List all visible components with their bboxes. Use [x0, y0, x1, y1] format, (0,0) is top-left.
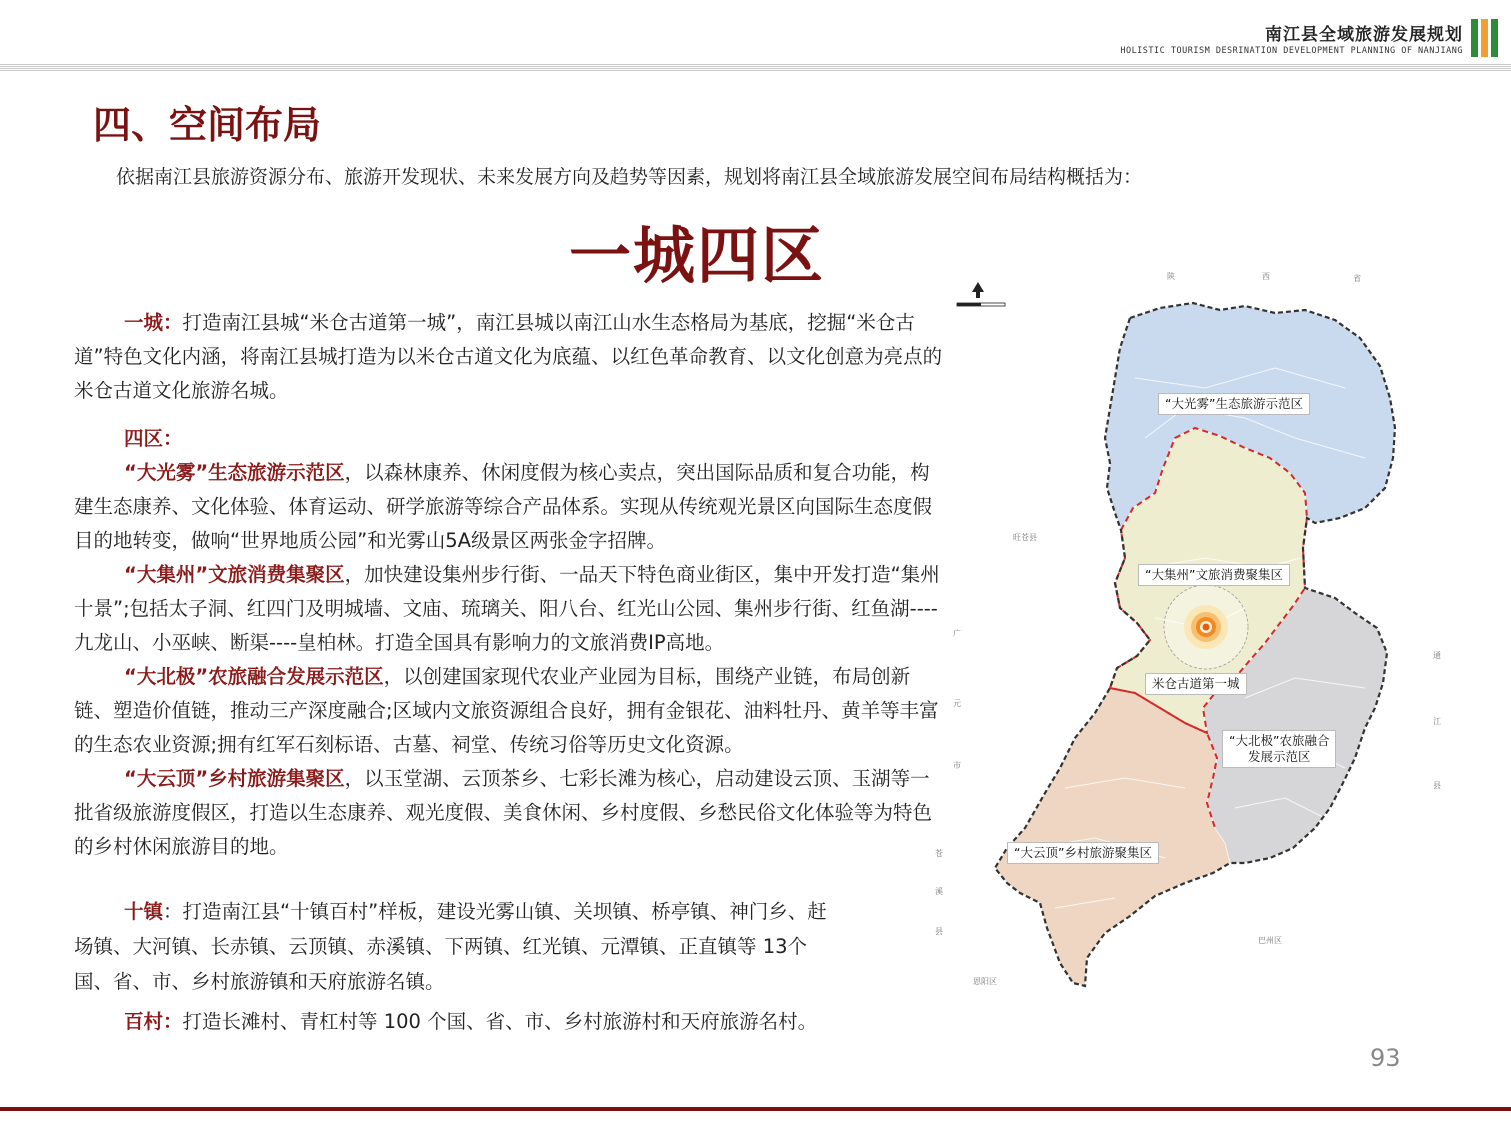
zone-name-yunding: “大云顶”乡村旅游集聚区 — [124, 767, 345, 790]
section-title: 四、空间布局 — [93, 103, 322, 147]
header-bar-green-2 — [1491, 19, 1498, 57]
map-svg — [945, 268, 1455, 1008]
intro-text: 依据南江县旅游资源分布、旅游开发现状、未来发展方向及趋势等因素，规划将南江县全域旅游发展空间布局结构概括为： — [116, 166, 1143, 188]
header-bar-orange — [1481, 19, 1488, 57]
map-label-guangwu: “大光雾”生态旅游示范区 — [1158, 393, 1310, 415]
baicun-paragraph — [74, 1005, 944, 1039]
zone-paragraph-jizhou — [74, 558, 944, 660]
neighbor-enyang: 恩阳区 — [973, 977, 997, 986]
header-divider — [0, 64, 1511, 71]
shizhen-label: 十镇 — [124, 900, 164, 923]
neighbor-tongjiang-1: 通 — [1433, 651, 1441, 660]
yicheng-paragraph — [74, 306, 944, 408]
neighbor-bazhou: 巴州区 — [1258, 936, 1282, 945]
scale-bar-icon — [957, 303, 1005, 306]
baicun-text: 打造长滩村、青杠村等 100 个国、省、市、乡村旅游村和天府旅游名村。 — [182, 1010, 818, 1033]
neighbor-wangcang: 旺苍县 — [1013, 533, 1037, 542]
baicun-label: 百村： — [124, 1010, 183, 1033]
header-title: 南江县全域旅游发展规划 — [1265, 25, 1463, 45]
header-bar-green-1 — [1471, 19, 1478, 57]
yicheng-label: 一城： — [124, 311, 183, 334]
neighbor-guangyuan-3: 市 — [953, 761, 961, 770]
neighbor-shaanxi-2: 西 — [1262, 272, 1270, 281]
header-subtitle: HOLISTIC TOURISM DESRINATION DEVELOPMENT PLANNING OF NANJIANG — [1120, 46, 1463, 56]
neighbor-shaanxi-1: 陕 — [1167, 272, 1175, 281]
neighbor-cangxi-3: 县 — [935, 927, 943, 936]
map-label-jizhou: “大集州”文旅消费聚集区 — [1138, 564, 1290, 586]
footer-divider — [0, 1107, 1511, 1111]
map-label-city: 米仓古道第一城 — [1145, 673, 1247, 695]
north-arrow-icon — [972, 282, 984, 298]
zone-text-beiji: ，以创建国家现代农业产业园为目标，围绕产业链，布局创新链、塑造价值链，推动三产深度融合;区域内文旅资源组合良好，拥有金银花、油料牡丹、黄羊等丰富的生态农业资源;拥有红军石刻标语、古墓、祠堂、传统习俗等历史文化资源。 — [74, 665, 939, 756]
siqu-label: 四区： — [124, 427, 183, 450]
neighbor-guangyuan-2: 元 — [953, 699, 961, 708]
city-target-icon — [1164, 585, 1248, 669]
main-heading: 一城四区 — [569, 219, 826, 292]
map-label-yunding: “大云顶”乡村旅游聚集区 — [1007, 842, 1159, 864]
shizhen-text: ：打造南江县“十镇百村”样板，建设光雾山镇、关坝镇、桥亭镇、神门乡、赶场镇、大河镇、长赤镇、云顶镇、赤溪镇、下两镇、红光镇、元潭镇、正直镇等 13个国、省、市、乡村旅游镇和天府旅游名镇。 — [74, 900, 827, 993]
zone-yunding-area — [995, 688, 1230, 986]
neighbor-shaanxi-3: 省 — [1353, 274, 1361, 283]
map-label-beiji-line1: “大北极”农旅融合 — [1229, 733, 1330, 748]
zone-text-guangwu: ，以森林康养、休闲度假为核心卖点，突出国际品质和复合功能，构建生态康养、文化体验、体育运动、研学旅游等综合产品体系。实现从传统观光景区向国际生态度假目的地转变，做响“世界地质公园”和光雾山5A级景区两张金字招牌。 — [74, 461, 933, 552]
zone-name-guangwu: “大光雾”生态旅游示范区 — [124, 461, 345, 484]
zone-text-yunding: ，以玉堂湖、云顶茶乡、七彩长滩为核心，启动建设云顶、玉湖等一批省级旅游度假区，打造以生态康养、观光度假、美食休闲、乡村度假、乡愁民俗文化体验等为特色的乡村休闲旅游目的地。 — [74, 767, 933, 858]
header-color-bars — [1471, 19, 1501, 57]
yicheng-text: 打造南江县城“米仓古道第一城”，南江县城以南江山水生态格局为基底，挖掘“米仓古道”特色文化内涵，将南江县城打造为以米仓古道文化为底蕴、以红色革命教育、以文化创意为亮点的米仓古道文化旅游名城。 — [74, 311, 943, 402]
shizhen-paragraph — [74, 894, 834, 999]
neighbor-tongjiang-2: 江 — [1433, 717, 1441, 726]
neighbor-cangxi-2: 溪 — [935, 887, 943, 896]
zoning-map — [935, 268, 1455, 1008]
zone-paragraph-yunding — [74, 762, 944, 864]
page-number: 93 — [1370, 1044, 1401, 1072]
neighbor-cangxi-1: 苍 — [935, 849, 943, 858]
siqu-section — [74, 422, 944, 864]
map-label-beiji — [1222, 730, 1336, 768]
zone-name-jizhou: “大集州”文旅消费集聚区 — [124, 563, 345, 586]
zone-paragraph-beiji — [74, 660, 944, 762]
map-label-beiji-line2: 发展示范区 — [1247, 749, 1311, 764]
zone-paragraph-guangwu — [74, 456, 944, 558]
neighbor-guangyuan-1: 广 — [953, 629, 961, 638]
neighbor-tongjiang-3: 县 — [1433, 781, 1441, 790]
zone-name-beiji: “大北极”农旅融合发展示范区 — [124, 665, 384, 688]
zone-text-jizhou: ，加快建设集州步行街、一品天下特色商业街区，集中开发打造“集州十景”;包括太子洞、红四门及明城墙、文庙、琉璃关、阳八台、红光山公园、集州步行街、红鱼湖----九龙山、小巫峡、断渠----皇柏林。打造全国具有影响力的文旅消费IP高地。 — [74, 563, 940, 654]
